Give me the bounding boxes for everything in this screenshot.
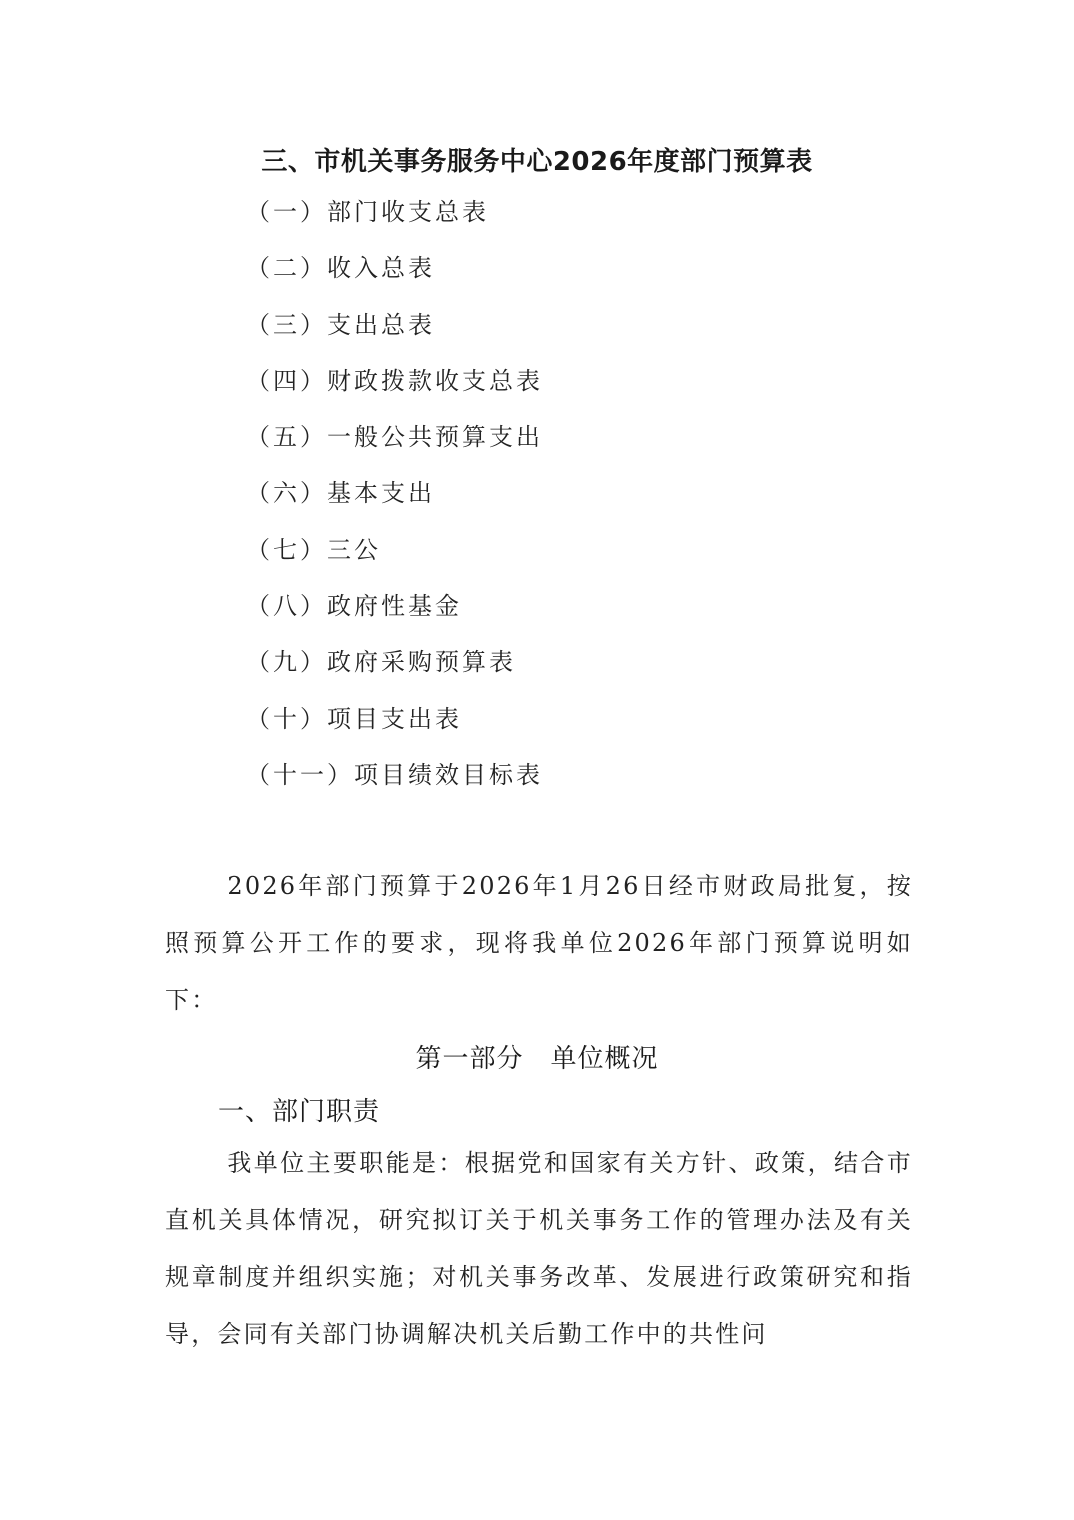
section-title: 三、市机关事务服务中心2026年度部门预算表 bbox=[261, 147, 813, 177]
toc-item: （九）政府采购预算表 bbox=[246, 648, 516, 677]
toc-item: （四）财政拨款收支总表 bbox=[246, 366, 543, 395]
budget-table-list bbox=[246, 190, 543, 809]
toc-item: （六）基本支出 bbox=[246, 479, 435, 508]
toc-item: （三）支出总表 bbox=[246, 310, 435, 339]
toc-item: （十一）项目绩效目标表 bbox=[246, 760, 543, 789]
toc-item: （八）政府性基金 bbox=[246, 592, 462, 621]
toc-item: （十）项目支出表 bbox=[246, 704, 462, 733]
intro-paragraph: 2026年部门预算于2026年1月26日经市财政局批复，按照预算公开工作的要求，现将我单位2026年部门预算说明如下： bbox=[165, 872, 913, 1014]
toc-item: （五）一般公共预算支出 bbox=[246, 423, 543, 452]
toc-item: （一）部门收支总表 bbox=[246, 198, 489, 226]
toc-item: （二）收入总表 bbox=[246, 254, 435, 283]
part-title: 第一部分 单位概况 bbox=[415, 1044, 659, 1074]
duties-heading: 一、部门职责 bbox=[218, 1097, 381, 1127]
duties-paragraph: 我单位主要职能是：根据党和国家有关方针、政策，结合市直机关具体情况，研究拟订关于机关事务工作的管理办法及有关规章制度并组织实施；对机关事务改革、发展进行政策研究和指导，会同有关部门协调解决机关后勤工作中的共性问 bbox=[165, 1149, 913, 1348]
toc-item: （七）三公 bbox=[246, 535, 381, 564]
